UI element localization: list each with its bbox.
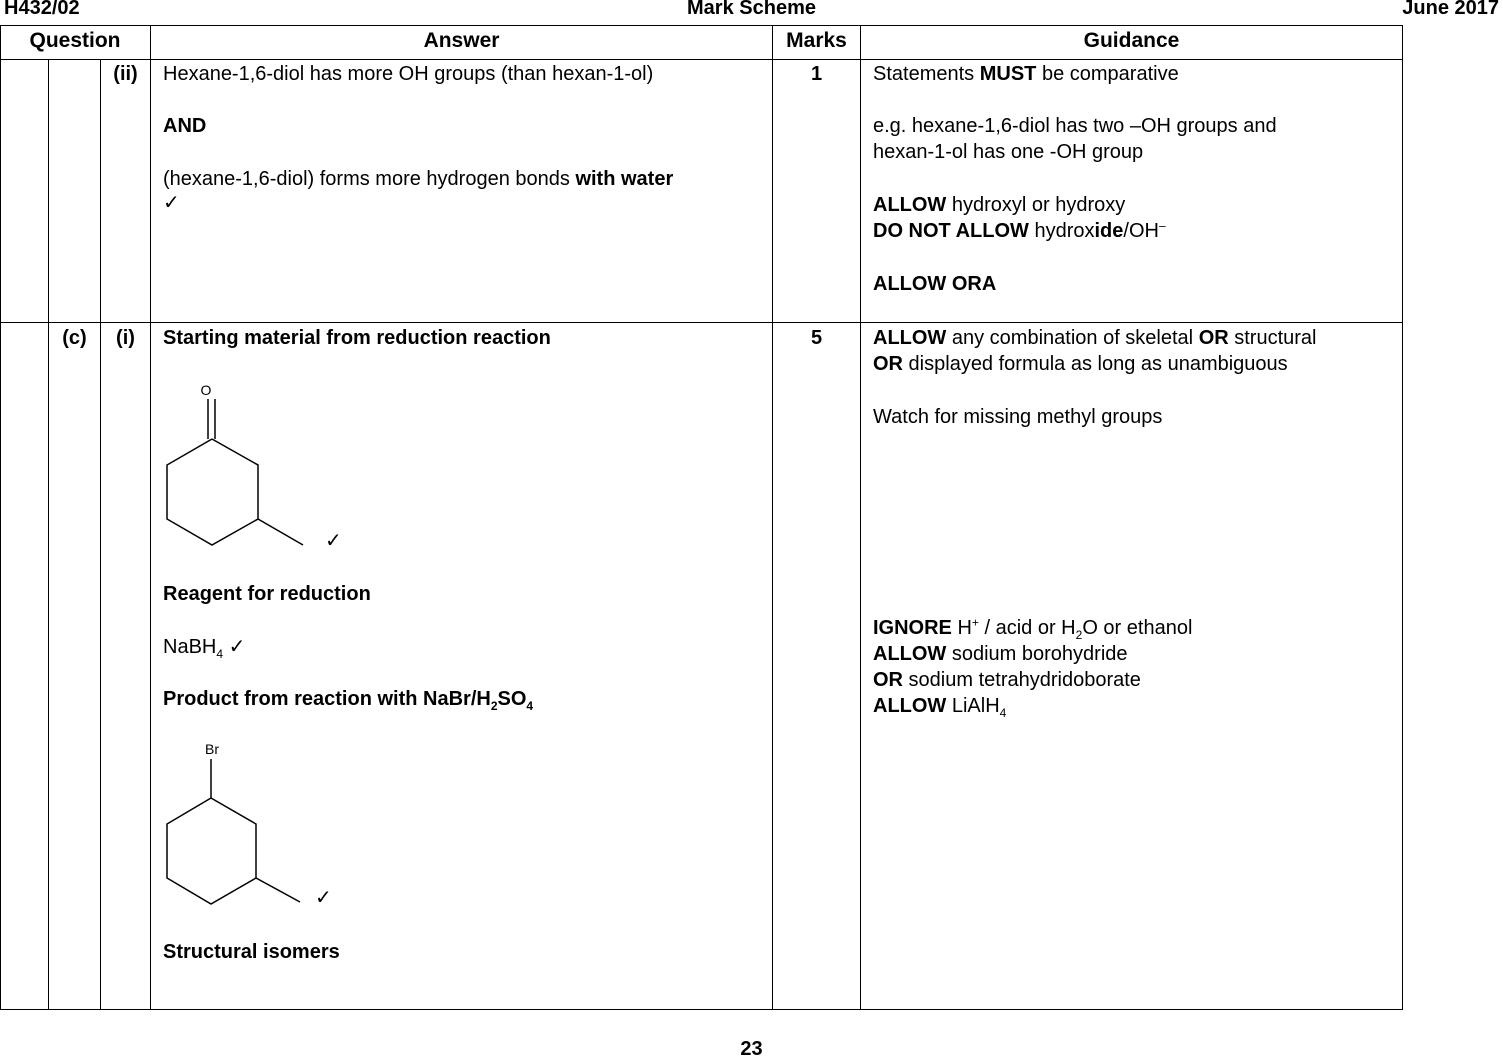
exam-session: June 2017 [1402, 0, 1499, 19]
guidance-line: ALLOW any combination of skeletal OR structural [873, 327, 1317, 349]
guidance-line: Statements MUST be comparative [873, 63, 1179, 85]
tick-mark: ✓ [325, 530, 342, 552]
answer-connector: AND [163, 115, 207, 137]
guidance-line: hexan-1-ol has one -OH group [873, 141, 1144, 163]
guidance-line: ALLOW sodium borohydride [873, 643, 1128, 665]
page-number: 23 [740, 1038, 763, 1060]
guidance-line: IGNORE H+ / acid or $H_2O$ or ethanol [873, 615, 1193, 642]
guidance-line: e.g. hexane-1,6-diol has two –OH groups and [873, 115, 1277, 137]
oxygen-atom-label: O [200, 382, 212, 398]
guidance-line: ALLOW ORA [873, 273, 997, 295]
answer-heading: Structural isomers [163, 941, 340, 963]
guidance-line: ALLOW hydroxyl or hydroxy [873, 194, 1126, 216]
answer-heading: Reagent for reduction [163, 583, 371, 605]
column-header-question: Question [29, 29, 121, 52]
bromine-atom-label: Br [205, 741, 219, 757]
question-part-label: (ii) [113, 63, 138, 85]
answer-heading: Product from reaction with NaBr/$H_2SO_4$ [163, 688, 534, 713]
guidance-line: Watch for missing methyl groups [873, 406, 1163, 428]
tick-mark: ✓ [163, 192, 180, 214]
skeletal-structure-bromo-methylcyclohexane [160, 737, 320, 917]
column-header-answer: Answer [423, 29, 500, 52]
document-title: Mark Scheme [687, 0, 816, 19]
column-header-guidance: Guidance [1083, 29, 1180, 52]
column-header-marks: Marks [786, 29, 847, 52]
tick-mark: ✓ [315, 887, 332, 909]
marks-value: 1 [810, 63, 823, 85]
marks-value: 5 [810, 327, 823, 349]
guidance-line: OR displayed formula as long as unambiguous [873, 353, 1288, 375]
question-part-label: (i) [116, 327, 135, 349]
paper-code: H432/02 [4, 0, 80, 19]
answer-line: Hexane-1,6-diol has more OH groups (than hexan-1-ol) [163, 63, 654, 85]
skeletal-structure-3-methylcyclohexanone [160, 376, 320, 556]
reagent-formula: NaBH$_4$ ✓ [163, 636, 246, 661]
answer-line: (hexane-1,6-diol) forms more hydrogen bonds with water [163, 168, 674, 190]
answer-heading: Starting material from reduction reaction [163, 327, 551, 349]
guidance-line: DO NOT ALLOW hydroxide/OH– [873, 218, 1166, 242]
question-subpart-label: (c) [62, 327, 87, 349]
guidance-line: OR sodium tetrahydridoborate [873, 669, 1141, 691]
guidance-line: ALLOW LiAlH$_4$ [873, 695, 1007, 720]
